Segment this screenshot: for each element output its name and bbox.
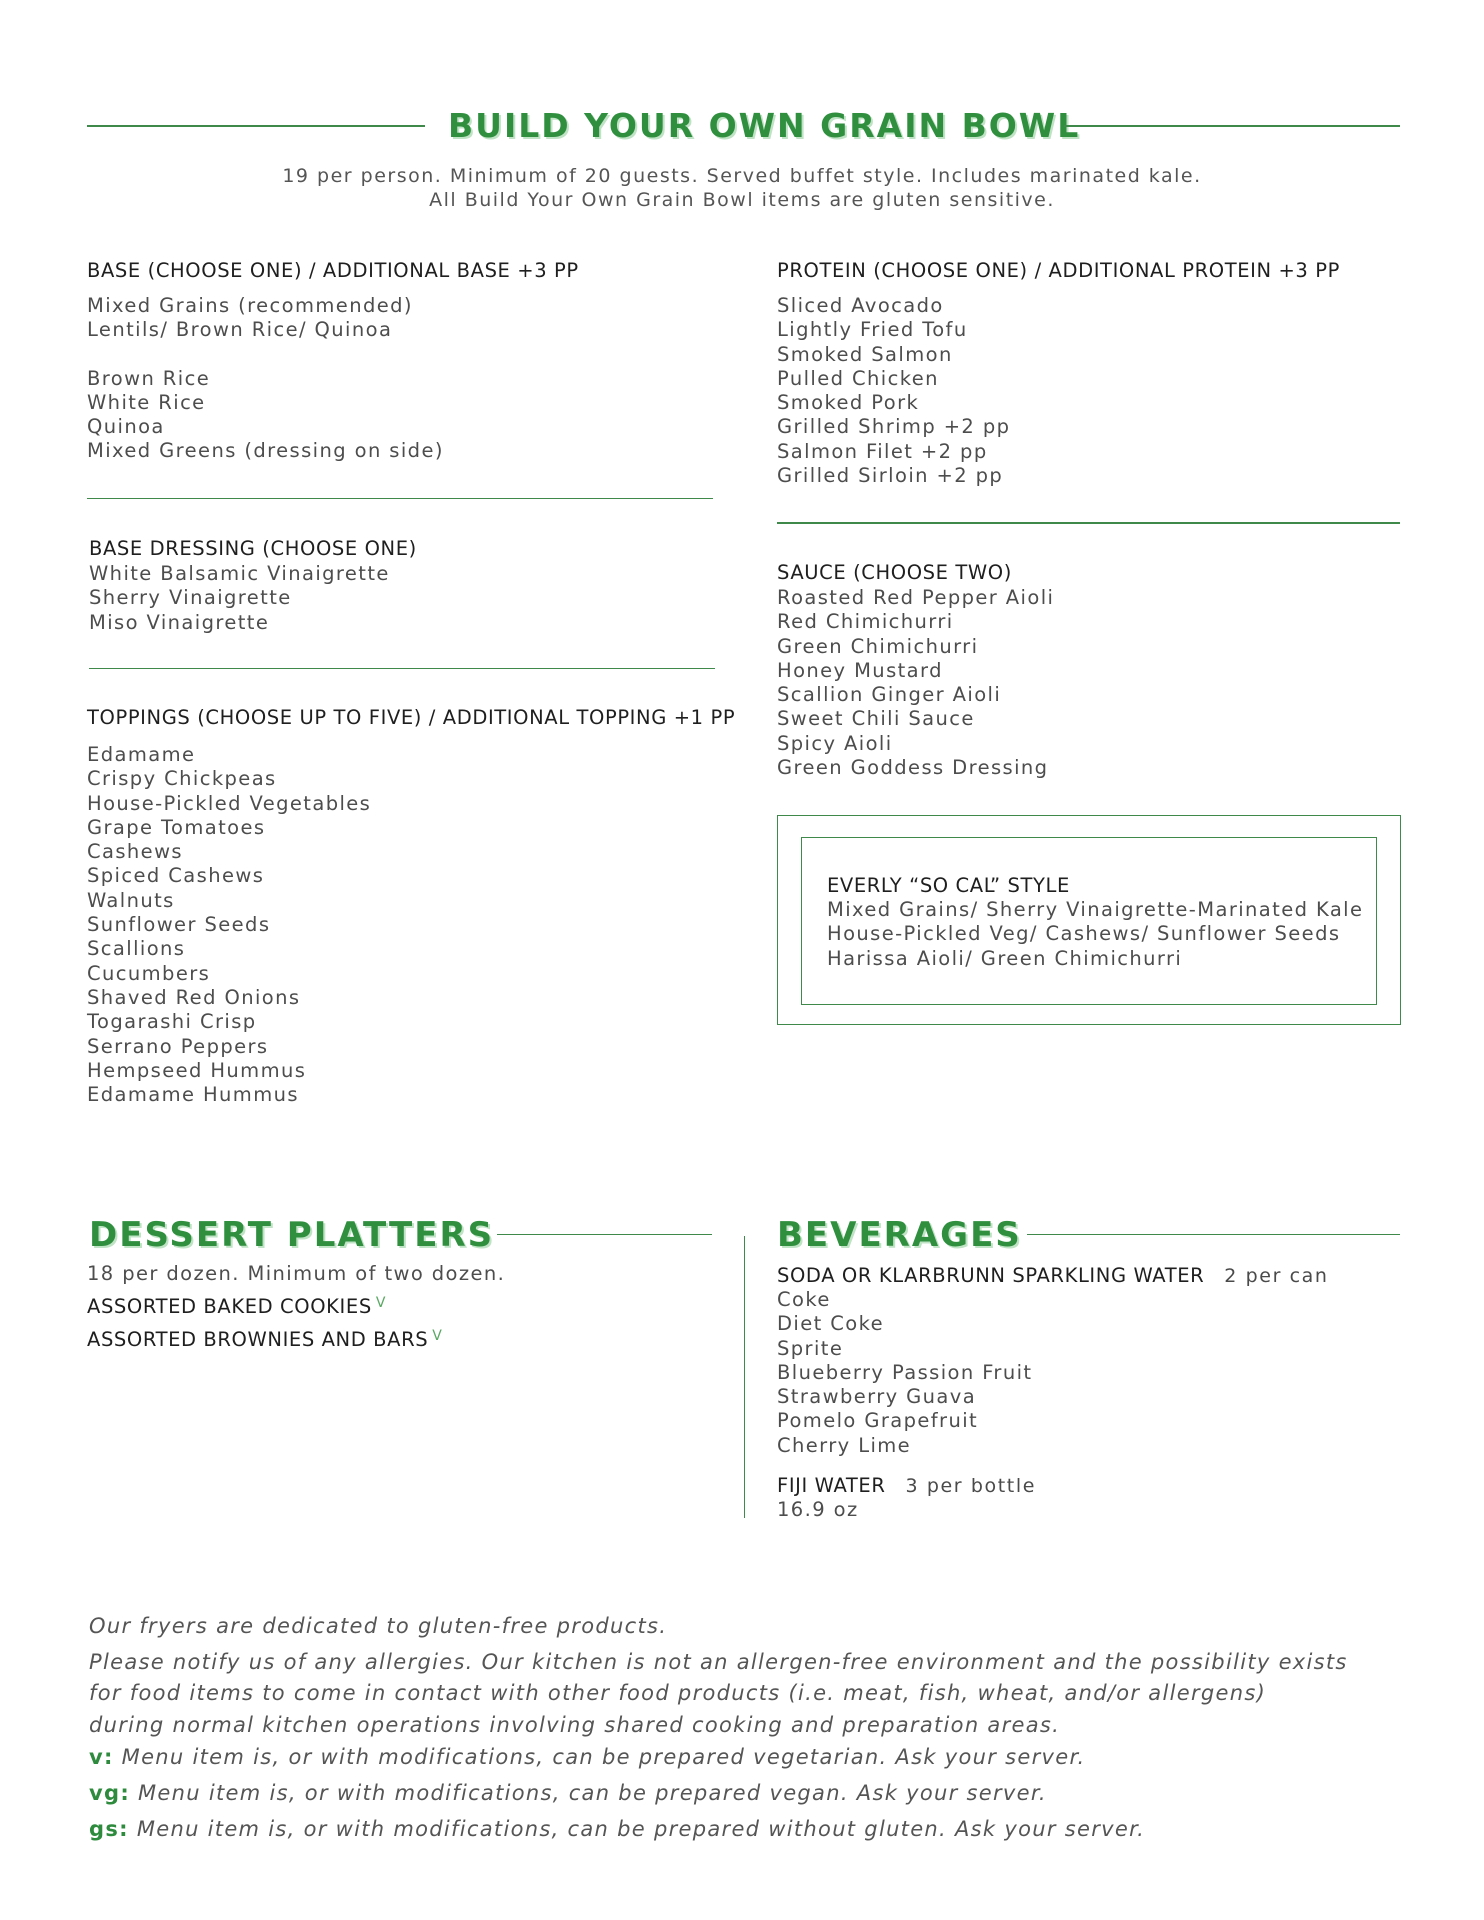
intro-line-2: All Build Your Own Grain Bowl items are gluten sensitive. (429, 189, 1055, 211)
list-item: Scallions (87, 937, 186, 961)
list-item: Coke (777, 1288, 831, 1311)
list-item: Mixed Greens (dressing on side) (87, 439, 444, 463)
base-list (87, 294, 444, 464)
list-item: Brown Rice (87, 366, 211, 390)
list-item: Shaved Red Onions (87, 985, 301, 1009)
list-item: Diet Coke (777, 1312, 885, 1336)
fiji-size: 16.9 oz (777, 1498, 859, 1521)
list-item: Green Chimichurri (777, 634, 979, 658)
special-list (827, 898, 1363, 971)
list-item: Togarashi Crisp (87, 1010, 257, 1034)
list-item: Sherry Vinaigrette (89, 586, 292, 610)
list-item: Walnuts (87, 888, 175, 912)
sauce-list (777, 586, 1054, 780)
list-item: Grilled Sirloin +2 pp (777, 464, 1004, 488)
base-heading: BASE (CHOOSE ONE) / ADDITIONAL BASE +3 PP (87, 259, 579, 282)
legend-text: Menu item is, or with modifications, can be prepared vegetarian. Ask your server. (121, 1745, 1086, 1769)
list-item: Edamame (87, 743, 196, 766)
list-item: House-Pickled Vegetables (87, 791, 372, 815)
list-item: Strawberry Guava (777, 1385, 977, 1409)
list-item: Spiced Cashews (87, 864, 265, 888)
list-item: Spicy Aioli (777, 731, 893, 755)
toppings-list (87, 743, 371, 1107)
fiji-heading (777, 1474, 1036, 1497)
beverages-title-rule (1027, 1234, 1400, 1235)
divider (777, 522, 1400, 524)
list-item: Pomelo Grapefruit (777, 1409, 979, 1433)
list-item: Red Chimichurri (777, 610, 954, 634)
toppings-heading: TOPPINGS (CHOOSE UP TO FIVE) / ADDITIONAL TOPPING +1 PP (87, 706, 736, 729)
footer-allergy-line: for food items to come in contact with other food products (i.e. meat, fish, wheat, and/or allergens) (89, 1681, 1267, 1705)
dessert-item-name: ASSORTED BAKED COOKIES (87, 1295, 372, 1318)
list-item: Scallion Ginger Aioli (777, 683, 1002, 707)
dessert-item (87, 1295, 386, 1318)
dessert-title: DESSERT PLATTERS (89, 1215, 495, 1255)
footer-fryers: Our fryers are dedicated to gluten-free products. (89, 1614, 668, 1638)
divider (89, 668, 715, 669)
grain-bowl-intro (0, 164, 1484, 212)
legend-key: v: (89, 1745, 114, 1769)
dessert-title-rule (497, 1234, 712, 1235)
list-item: Pulled Chicken (777, 366, 939, 390)
legend-vegetarian (89, 1745, 1086, 1769)
list-item: Crispy Chickpeas (87, 767, 277, 791)
list-item: White Rice (87, 390, 206, 414)
dessert-intro: 18 per dozen. Minimum of two dozen. (87, 1262, 506, 1285)
list-item: Lightly Fried Tofu (777, 318, 968, 342)
fiji-heading-label: FIJI WATER (777, 1474, 886, 1497)
footer-allergy-line: during normal kitchen operations involving shared cooking and preparation areas. (89, 1713, 1061, 1737)
list-item: Roasted Red Pepper Aioli (777, 586, 1055, 609)
list-item: Smoked Pork (777, 391, 920, 415)
soda-price: 2 per can (1224, 1265, 1329, 1287)
list-item: Smoked Salmon (777, 342, 953, 366)
vegetarian-mark: V (375, 1295, 386, 1311)
list-item: Miso Vinaigrette (89, 610, 270, 634)
divider (87, 498, 713, 499)
dessert-item-name: ASSORTED BROWNIES AND BARS (87, 1328, 429, 1351)
grain-bowl-title: BUILD YOUR OWN GRAIN BOWL (448, 106, 1081, 145)
list-item: Grilled Shrimp +2 pp (777, 415, 1011, 439)
list-item: Mixed Grains (recommended) (87, 294, 413, 317)
protein-list (777, 294, 1010, 488)
legend-text: Menu item is, or with modifications, can be prepared vegan. Ask your server. (138, 1781, 1047, 1805)
list-item: Edamame Hummus (87, 1083, 299, 1107)
legend-key: vg: (89, 1781, 131, 1805)
footer-allergy-line: Please notify us of any allergies. Our kitchen is not an allergen-free environment and the possibility exists (89, 1650, 1348, 1674)
soda-list (777, 1288, 1032, 1458)
list-item: Cherry Lime (777, 1433, 912, 1457)
title-rule-right (1064, 125, 1400, 127)
sauce-heading: SAUCE (CHOOSE TWO) (777, 561, 1012, 584)
legend-text: Menu item is, or with modifications, can be prepared without gluten. Ask your server. (136, 1817, 1146, 1841)
protein-heading: PROTEIN (CHOOSE ONE) / ADDITIONAL PROTEIN +3 PP (777, 259, 1340, 282)
list-item: House-Pickled Veg/ Cashews/ Sunflower Seeds (827, 922, 1341, 946)
list-item: Hempseed Hummus (87, 1058, 307, 1082)
soda-heading (777, 1264, 1329, 1287)
dessert-item (87, 1328, 442, 1351)
list-item: Serrano Peppers (87, 1034, 269, 1058)
column-divider (744, 1236, 745, 1518)
list-item: Blueberry Passion Fruit (777, 1360, 1033, 1384)
list-item: Sliced Avocado (777, 294, 944, 317)
list-item: Sweet Chili Sauce (777, 707, 975, 731)
special-heading: EVERLY “SO CAL” STYLE (827, 874, 1070, 897)
list-item: Cucumbers (87, 961, 211, 985)
list-item: Grape Tomatoes (87, 815, 266, 839)
legend-vegan (89, 1781, 1047, 1805)
list-item: Sunflower Seeds (87, 913, 271, 937)
list-item: Sprite (777, 1336, 844, 1360)
list-item: Quinoa (87, 415, 165, 439)
dressing-list (89, 562, 390, 635)
list-item: Salmon Filet +2 pp (777, 439, 988, 463)
dressing-heading: BASE DRESSING (CHOOSE ONE) (89, 537, 417, 560)
fiji-price: 3 per bottle (905, 1475, 1036, 1497)
legend-gluten-free (89, 1817, 1145, 1841)
list-item: Green Goddess Dressing (777, 756, 1049, 780)
beverages-title: BEVERAGES (777, 1215, 1022, 1255)
list-item: White Balsamic Vinaigrette (89, 562, 390, 585)
intro-line-1: 19 per person. Minimum of 20 guests. Served buffet style. Includes marinated kale. (282, 165, 1202, 187)
legend-key: gs: (89, 1817, 129, 1841)
list-item: Lentils/ Brown Rice/ Quinoa (87, 318, 393, 342)
title-rule-left (87, 125, 425, 127)
list-item: Cashews (87, 840, 183, 864)
list-item: Harissa Aioli/ Green Chimichurri (827, 946, 1183, 970)
soda-heading-label: SODA OR KLARBRUNN SPARKLING WATER (777, 1264, 1205, 1287)
list-item: Mixed Grains/ Sherry Vinaigrette-Marinated Kale (827, 898, 1364, 921)
vegetarian-mark: V (432, 1328, 443, 1344)
list-item: Honey Mustard (777, 658, 943, 682)
